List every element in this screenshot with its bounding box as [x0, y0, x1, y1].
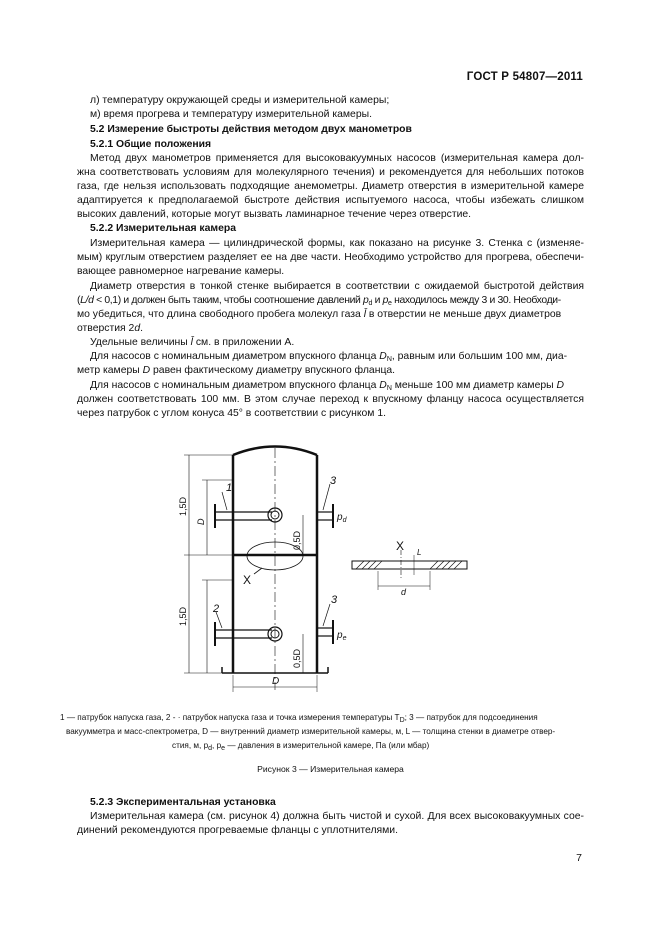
label-2: 2 [213, 603, 220, 615]
paragraph-line: мо убедиться, что длина свободного пробега молекул газа l̄ в отверстии не меньше двух диаметров [77, 309, 562, 320]
paragraph-line: должен соответствовать 100 мм. В этом случае переход к впускному фланцу насоса осуществляется [77, 394, 584, 405]
paragraph-line: Диаметр отверстия в тонкой стенке выбирается в соответствии с ожидаемой быстротой действия [90, 281, 584, 292]
label-x: X [243, 573, 252, 587]
label-3-lower: 3 [331, 594, 338, 606]
figure-caption-line: 1 — патрубок напуска газа, 2 - · патрубок напуска газа и точка измерения температуры $T_D$; 3 — патрубок для подсоединения [60, 713, 538, 724]
label-pe: $p_e$ [337, 630, 347, 642]
label-15d-top: 1,5D [178, 496, 188, 516]
paragraph-line: мым) круглым отверстием разделяет ее на две части. Необходимо устройство для прогрева, обеспечи- [77, 252, 584, 263]
section-heading-5-2: 5.2 Измерение быстроты действия методом двух манометров [90, 124, 412, 135]
paragraph-line: Метод двух манометров применяется для высоковакуумных насосов (измерительная камера дол- [90, 153, 584, 164]
paragraph-line: Удельные величины l̄ см. в приложении А. [90, 337, 295, 348]
section-heading-5-2-2: 5.2.2 Измерительная камера [90, 223, 237, 234]
section-heading-5-2-3: 5.2.3 Экспериментальная установка [90, 797, 276, 808]
paragraph-line: адаптируется к предполагаемой быстроте действия испытуемого насоса, чтобы избежать слишком [77, 195, 584, 206]
label-05d-top: 0,5D [292, 530, 302, 550]
list-item-l: л) температуру окружающей среды и измерительной камеры; [90, 95, 390, 106]
label-d-detail: d [401, 587, 407, 597]
label-x-detail: X [396, 539, 405, 553]
label-d-left: D [196, 518, 206, 525]
paragraph-line: метр камеры D равен фактическому диаметру впускного фланца. [77, 365, 396, 376]
page-number: 7 [576, 852, 582, 864]
label-l-detail: L [417, 548, 422, 557]
paragraph-line: динений рекомендуются прогреваемые фланцы с уплотнителями. [77, 825, 398, 836]
list-item-m: м) время прогрева и температуру измерительной камеры. [90, 109, 372, 120]
figure-title: Рисунок 3 — Измерительная камера [257, 764, 404, 774]
figure-caption-line: стия, м, $p_d$, $p_e$ — давления в измерительной камере, Па (или мбар) [172, 741, 430, 752]
paragraph-line: газа, где нельзя использовать подходящие анемометры. Диаметр отверстия в измерительной камере [77, 181, 584, 192]
paragraph-line: отверстия 2d. [77, 323, 143, 334]
label-1: 1 [226, 482, 233, 494]
section-heading-5-2-1: 5.2.1 Общие положения [90, 139, 212, 150]
detail-x-view [352, 550, 467, 590]
label-05d-bottom: 0,5D [292, 648, 302, 668]
paragraph-line: Для насосов с номинальным диаметром впускного фланца $D_N$ меньше 100 мм диаметр камеры D [90, 380, 565, 392]
paragraph-line: высоких давлений, которые могут вызвать ламинарное течение через отверстие. [77, 209, 472, 220]
paragraph-line: (L/d < 0,1) и должен быть таким, чтобы соотношение давлений $p_d$ и $p_e$ находилось между 3 и 30. Необходи- [77, 295, 561, 307]
figure-caption-line: вакуумметра и масс-спектрометра, D — внутренний диаметр измерительной камеры, м, L — толщина стенки в диаметре отвер- [66, 727, 556, 736]
label-d-bottom: D [272, 676, 280, 687]
paragraph-line: Измерительная камера (см. рисунок 4) должна быть чистой и сухой. Для всех высоковакуумных сое- [90, 811, 584, 822]
label-15d-bottom: 1,5D [178, 606, 188, 626]
paragraph-line: через патрубок с углом конуса 45° в соответствии с рисунком 1. [77, 408, 386, 419]
paragraph-line: Для насосов с номинальным диаметром впускного фланца $D_N$, равным или большим 100 мм, диа- [90, 351, 568, 363]
label-pd: $p_d$ [337, 512, 347, 524]
paragraph-line: жна соответствовать условиям для молекулярного течения) и рекомендуется для небольших потоков [77, 167, 584, 178]
paragraph-line: вающее равномерное нагревание камеры. [77, 266, 285, 277]
paragraph-line: Измерительная камера — цилиндрической формы, как показано на рисунке 3. Стенка с (изменяе- [90, 238, 584, 249]
label-3-upper: 3 [330, 475, 337, 487]
document-id: ГОСТ Р 54807—2011 [466, 71, 583, 83]
